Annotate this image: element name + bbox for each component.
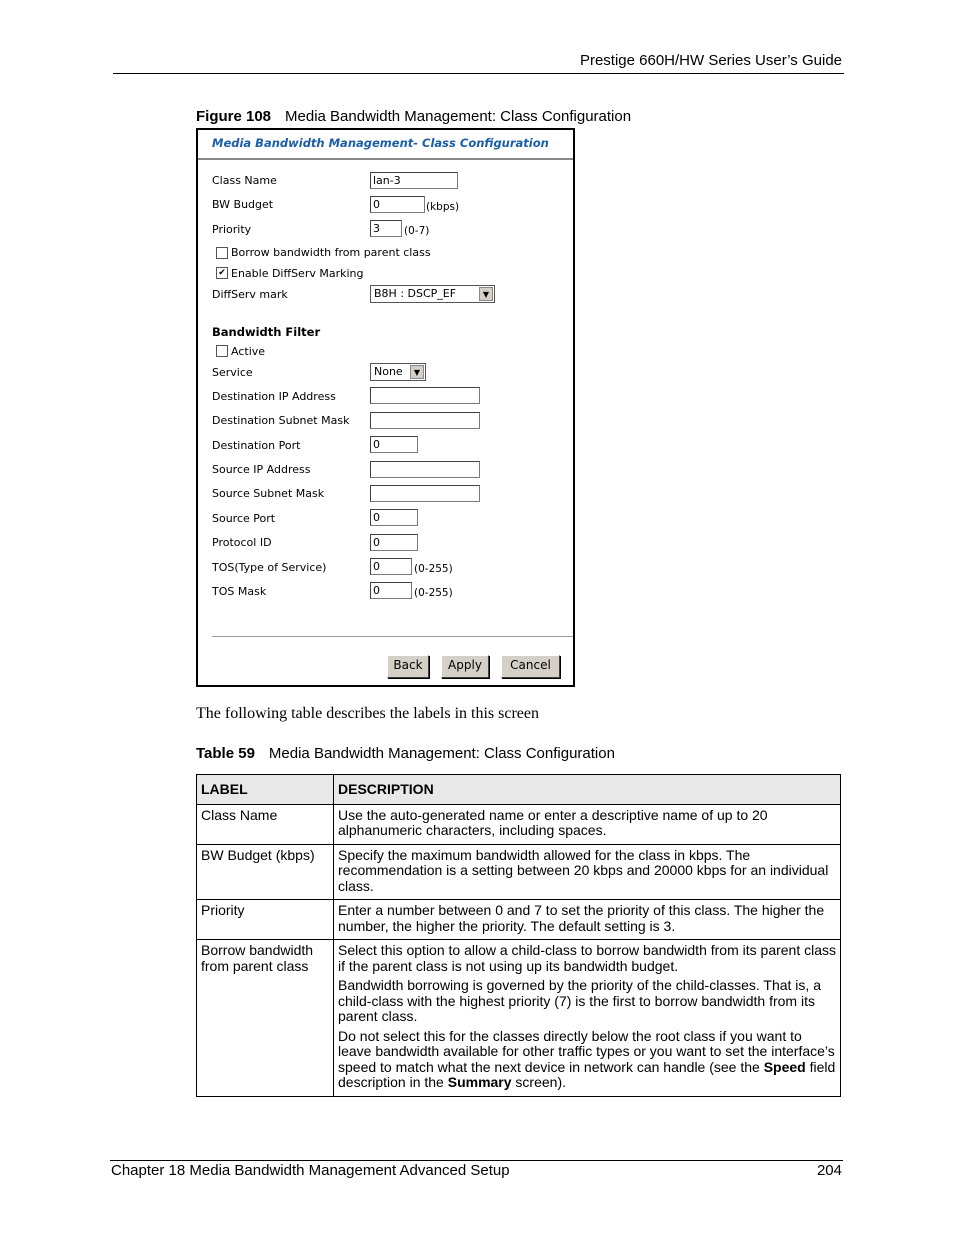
row-label: BW Budget (kbps) (197, 844, 334, 900)
tos-mask-range: (0-255) (414, 587, 453, 599)
intro-paragraph: The following table describes the labels in this screen (196, 705, 540, 722)
footer-rule (212, 636, 573, 637)
tos-mask-label: TOS Mask (212, 585, 267, 598)
title-rule (198, 158, 573, 160)
label-description-table (196, 774, 841, 1097)
figure-caption (196, 108, 631, 125)
active-checkbox[interactable] (216, 345, 228, 357)
dest-port-input[interactable]: 0 (370, 436, 418, 453)
header-rule (113, 73, 844, 74)
summary-term: Summary (447, 1074, 512, 1090)
row-description: Enter a number between 0 and 7 to set the priority of this class. The higher the number, the higher the priority. The default setting is 3. (334, 900, 841, 940)
description-text: screen). (511, 1074, 567, 1090)
src-port-label: Source Port (212, 512, 276, 525)
figure-title: Media Bandwidth Management: Class Configuration (285, 108, 632, 125)
figure-number: Figure 108 (196, 108, 272, 125)
description-text: field description in the (338, 1058, 836, 1090)
src-mask-label: Source Subnet Mask (212, 487, 325, 500)
table-number: Table 59 (196, 745, 255, 762)
row-description: Specify the maximum bandwidth allowed for the class in kbps. The recommendation is a setting between 20 kbps and 20000 kbps for an individual class. (334, 844, 841, 900)
diffserv-checkbox[interactable]: ✔ (216, 267, 228, 279)
diffserv-mark-label: DiffServ mark (212, 288, 288, 301)
tos-range: (0-255) (414, 563, 453, 575)
footer-rule-line (110, 1160, 843, 1161)
table-title: Media Bandwidth Management: Class Configuration (268, 745, 615, 762)
back-button[interactable]: Back (387, 655, 429, 678)
borrow-label: Borrow bandwidth from parent class (231, 246, 431, 259)
description-column-header: DESCRIPTION (334, 775, 841, 805)
active-label: Active (231, 345, 266, 358)
table-caption (196, 745, 615, 762)
dest-mask-input[interactable] (370, 412, 480, 429)
row-description: Use the auto-generated name or enter a descriptive name of up to 20 alphanumeric characters, including spaces. (334, 804, 841, 844)
table-row (197, 900, 841, 940)
tos-input[interactable]: 0 (370, 558, 412, 575)
service-value: None (374, 365, 403, 378)
src-ip-input[interactable] (370, 461, 480, 478)
tos-label: TOS(Type of Service) (212, 561, 327, 574)
diffserv-mark-select[interactable] (370, 285, 495, 303)
class-name-input[interactable]: lan-3 (370, 172, 458, 189)
bw-budget-label: BW Budget (212, 198, 274, 211)
description-text: Do not select this for the classes directly below the root class if you want to leave bandwidth available for other traffic types or you want to set the interface’s speed to match what the next device in network can handle (see the (338, 1027, 835, 1075)
apply-button[interactable]: Apply (441, 655, 489, 678)
screen-title: Media Bandwidth Management- Class Configuration (212, 136, 549, 150)
protocol-input[interactable]: 0 (370, 534, 418, 551)
row-label: Priority (197, 900, 334, 940)
chevron-down-icon: ▼ (410, 365, 424, 379)
cancel-button[interactable]: Cancel (501, 655, 560, 678)
running-header: Prestige 660H/HW Series User’s Guide (579, 52, 842, 69)
bw-budget-unit: (kbps) (426, 201, 460, 213)
tos-mask-input[interactable]: 0 (370, 582, 412, 599)
description-paragraph: Bandwidth borrowing is governed by the priority of the child-classes. That is, a child-class with the highest priority (7) is the first to borrow bandwidth from its parent class. (338, 977, 821, 1024)
priority-range: (0-7) (404, 225, 430, 237)
class-name-label: Class Name (212, 174, 277, 187)
src-mask-input[interactable] (370, 485, 480, 502)
row-label: Borrow bandwidth from parent class (197, 940, 334, 1097)
priority-input[interactable]: 3 (370, 220, 402, 237)
description-paragraph: Select this option to allow a child-class to borrow bandwidth from its parent class if the parent class is not using up its bandwidth budget. (338, 942, 837, 974)
label-column-header: LABEL (197, 775, 334, 805)
chapter-footer: Chapter 18 Media Bandwidth Management Advanced Setup (111, 1162, 510, 1179)
description-paragraph (338, 1029, 836, 1091)
src-port-input[interactable]: 0 (370, 509, 418, 526)
row-label: Class Name (197, 804, 334, 844)
row-description (334, 940, 841, 1097)
dest-port-label: Destination Port (212, 439, 301, 452)
bw-budget-input[interactable]: 0 (370, 196, 425, 213)
protocol-label: Protocol ID (212, 536, 272, 549)
page-number: 204 (816, 1162, 842, 1179)
table-row (197, 844, 841, 900)
diffserv-mark-value: B8H : DSCP_EF (374, 287, 457, 300)
dest-ip-label: Destination IP Address (212, 390, 336, 403)
bandwidth-filter-heading: Bandwidth Filter (212, 325, 321, 339)
borrow-checkbox[interactable] (216, 247, 228, 259)
dest-mask-label: Destination Subnet Mask (212, 414, 350, 427)
dest-ip-input[interactable] (370, 387, 480, 404)
diffserv-enable-label: Enable DiffServ Marking (231, 267, 364, 280)
src-ip-label: Source IP Address (212, 463, 311, 476)
service-select[interactable] (370, 363, 426, 381)
service-label: Service (212, 366, 253, 379)
speed-term: Speed (763, 1058, 806, 1075)
priority-label: Priority (212, 223, 252, 236)
chevron-down-icon: ▼ (479, 287, 493, 301)
table-row (197, 940, 841, 1097)
table-row (197, 804, 841, 844)
class-config-screenshot (196, 128, 575, 687)
table-header-row (197, 775, 841, 805)
